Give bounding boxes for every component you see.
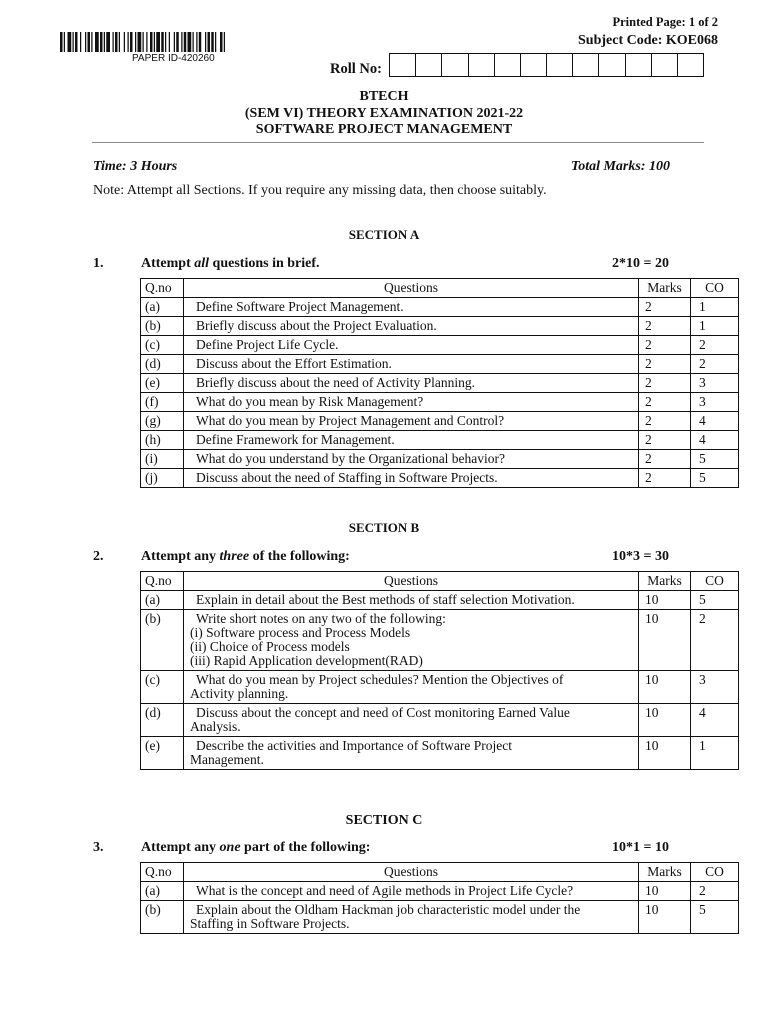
question-text (184, 901, 639, 934)
question-number: (d) (141, 355, 184, 374)
exam-duration: Time: 3 Hours (93, 159, 178, 174)
col-header-co: CO (691, 279, 739, 298)
question-co: 2 (691, 355, 739, 374)
roll-no-label: Roll No: (330, 61, 382, 77)
roll-no-box[interactable] (678, 54, 703, 76)
question-marks: 10 (639, 610, 691, 671)
col-header-questions: Questions (184, 279, 639, 298)
table-row (141, 412, 739, 431)
roll-no-box[interactable] (599, 54, 625, 76)
section-a-questions-table (140, 278, 739, 488)
question-number: (g) (141, 412, 184, 431)
exam-title-program: BTECH (359, 89, 409, 104)
question-text (184, 317, 639, 336)
table-row (141, 901, 739, 934)
question-co: 4 (691, 412, 739, 431)
question-line: What do you mean by Project Management and Control? (196, 413, 505, 428)
col-header-marks: Marks (639, 863, 691, 882)
question-marks: 2 (639, 374, 691, 393)
question-line: What do you understand by the Organizational behavior? (196, 451, 506, 466)
roll-no-box[interactable] (521, 54, 547, 76)
question-line: Explain about the Oldham Hackman job characteristic model under the (196, 902, 581, 917)
question-line: Define Project Life Cycle. (196, 337, 339, 352)
table-row (141, 374, 739, 393)
question-co: 5 (691, 469, 739, 488)
barcode (60, 32, 292, 52)
subject-code-label: Subject Code: KOE068 (578, 33, 718, 48)
section-a-marks: 2*10 = 20 (612, 256, 669, 271)
question-marks: 10 (639, 591, 691, 610)
table-row (141, 610, 739, 671)
table-row (141, 704, 739, 737)
exam-note: Note: Attempt all Sections. If you require any missing data, then choose suitably. (93, 183, 547, 198)
question-number: (a) (141, 882, 184, 901)
question-line: Describe the activities and Importance of Software Project (196, 738, 513, 753)
table-row (141, 450, 739, 469)
col-header-questions: Questions (184, 572, 639, 591)
question-number: (e) (141, 374, 184, 393)
section-b-heading: SECTION B (348, 520, 420, 535)
section-c-questions-table (140, 862, 739, 934)
printed-page-label: Printed Page: 1 of 2 (612, 15, 718, 29)
question-co: 4 (691, 704, 739, 737)
section-b-questions-table (140, 571, 739, 770)
question-number: (b) (141, 610, 184, 671)
question-line: Define Framework for Management. (196, 432, 395, 447)
question-text (184, 431, 639, 450)
question-co: 1 (691, 317, 739, 336)
section-c-instruction: Attempt any one part of the following: (141, 840, 371, 855)
table-row (141, 591, 739, 610)
question-text (184, 469, 639, 488)
question-marks: 10 (639, 737, 691, 770)
section-b-instruction: Attempt any three of the following: (141, 549, 350, 564)
roll-no-box[interactable] (469, 54, 495, 76)
question-number: (e) (141, 737, 184, 770)
question-line: What do you mean by Project schedules? Mention the Objectives of (196, 672, 564, 687)
roll-no-box[interactable] (573, 54, 599, 76)
question-marks: 2 (639, 431, 691, 450)
question-text (184, 671, 639, 704)
question-marks: 10 (639, 882, 691, 901)
question-number: (c) (141, 336, 184, 355)
question-text (184, 450, 639, 469)
section-c-number: 3. (93, 840, 104, 855)
section-a-heading: SECTION A (348, 227, 420, 242)
question-line: Explain in detail about the Best methods of staff selection Motivation. (196, 592, 575, 607)
question-text (184, 355, 639, 374)
question-text (184, 882, 639, 901)
table-row (141, 298, 739, 317)
section-b-number: 2. (93, 549, 104, 564)
question-line: Analysis. (190, 719, 241, 734)
question-number: (a) (141, 591, 184, 610)
question-number: (h) (141, 431, 184, 450)
question-co: 5 (691, 450, 739, 469)
question-marks: 10 (639, 671, 691, 704)
section-b-marks: 10*3 = 30 (612, 549, 669, 564)
question-text (184, 412, 639, 431)
table-row (141, 431, 739, 450)
question-marks: 2 (639, 469, 691, 488)
question-text (184, 374, 639, 393)
exam-title-subject: SOFTWARE PROJECT MANAGEMENT (255, 122, 513, 137)
section-c-heading: SECTION C (345, 813, 423, 828)
question-marks: 2 (639, 412, 691, 431)
col-header-co: CO (691, 863, 739, 882)
question-co: 2 (691, 882, 739, 901)
question-number: (b) (141, 901, 184, 934)
question-line: Write short notes on any two of the following: (196, 611, 446, 626)
roll-no-box[interactable] (547, 54, 573, 76)
exam-total-marks: Total Marks: 100 (570, 159, 670, 174)
question-line: Activity planning. (190, 686, 289, 701)
question-text (184, 336, 639, 355)
table-row (141, 737, 739, 770)
question-line: What is the concept and need of Agile methods in Project Life Cycle? (196, 883, 574, 898)
roll-no-box[interactable] (416, 54, 442, 76)
question-marks: 10 (639, 901, 691, 934)
question-co: 5 (691, 901, 739, 934)
question-line: Briefly discuss about the need of Activity Planning. (196, 375, 475, 390)
paper-id: PAPER ID-420260 (132, 53, 215, 64)
roll-no-boxes[interactable] (389, 53, 704, 77)
question-line: (iii) Rapid Application development(RAD) (190, 653, 423, 668)
question-line: Management. (190, 752, 264, 767)
question-co: 3 (691, 671, 739, 704)
question-text (184, 298, 639, 317)
question-marks: 2 (639, 355, 691, 374)
question-marks: 10 (639, 704, 691, 737)
question-line: Briefly discuss about the Project Evaluation. (196, 318, 437, 333)
question-co: 4 (691, 431, 739, 450)
section-a-number: 1. (93, 256, 104, 271)
question-number: (b) (141, 317, 184, 336)
col-header-qno: Q.no (141, 863, 184, 882)
question-text (184, 704, 639, 737)
section-a-instruction: Attempt all questions in brief. (141, 256, 320, 271)
table-row (141, 355, 739, 374)
col-header-qno: Q.no (141, 572, 184, 591)
question-line: What do you mean by Risk Management? (196, 394, 424, 409)
question-co: 3 (691, 374, 739, 393)
question-number: (c) (141, 671, 184, 704)
question-co: 5 (691, 591, 739, 610)
question-text (184, 591, 639, 610)
question-number: (i) (141, 450, 184, 469)
roll-no-box[interactable] (442, 54, 468, 76)
header-divider (92, 142, 704, 143)
question-line: Define Software Project Management. (196, 299, 404, 314)
question-text (184, 737, 639, 770)
question-line: (i) Software process and Process Models (190, 625, 411, 640)
exam-title-session: (SEM VI) THEORY EXAMINATION 2021-22 (244, 106, 524, 121)
question-number: (j) (141, 469, 184, 488)
table-row (141, 317, 739, 336)
question-line: (ii) Choice of Process models (190, 639, 350, 654)
question-line: Discuss about the need of Staffing in Software Projects. (196, 470, 498, 485)
question-number: (a) (141, 298, 184, 317)
col-header-marks: Marks (639, 279, 691, 298)
question-co: 1 (691, 298, 739, 317)
question-co: 2 (691, 610, 739, 671)
question-co: 1 (691, 737, 739, 770)
table-row (141, 336, 739, 355)
question-marks: 2 (639, 450, 691, 469)
roll-no-box[interactable] (626, 54, 652, 76)
roll-no-box[interactable] (495, 54, 521, 76)
question-line: Staffing in Software Projects. (190, 916, 350, 931)
col-header-questions: Questions (184, 863, 639, 882)
question-marks: 2 (639, 317, 691, 336)
question-number: (f) (141, 393, 184, 412)
col-header-qno: Q.no (141, 279, 184, 298)
col-header-co: CO (691, 572, 739, 591)
question-number: (d) (141, 704, 184, 737)
question-co: 3 (691, 393, 739, 412)
roll-no-box[interactable] (652, 54, 678, 76)
col-header-marks: Marks (639, 572, 691, 591)
table-row (141, 671, 739, 704)
table-row (141, 393, 739, 412)
section-c-marks: 10*1 = 10 (612, 840, 669, 855)
question-co: 2 (691, 336, 739, 355)
table-row (141, 882, 739, 901)
question-marks: 2 (639, 393, 691, 412)
roll-no-box[interactable] (390, 54, 416, 76)
question-text (184, 610, 639, 671)
question-marks: 2 (639, 298, 691, 317)
question-line: Discuss about the concept and need of Cost monitoring Earned Value (196, 705, 570, 720)
question-line: Discuss about the Effort Estimation. (196, 356, 392, 371)
question-text (184, 393, 639, 412)
question-marks: 2 (639, 336, 691, 355)
table-row (141, 469, 739, 488)
